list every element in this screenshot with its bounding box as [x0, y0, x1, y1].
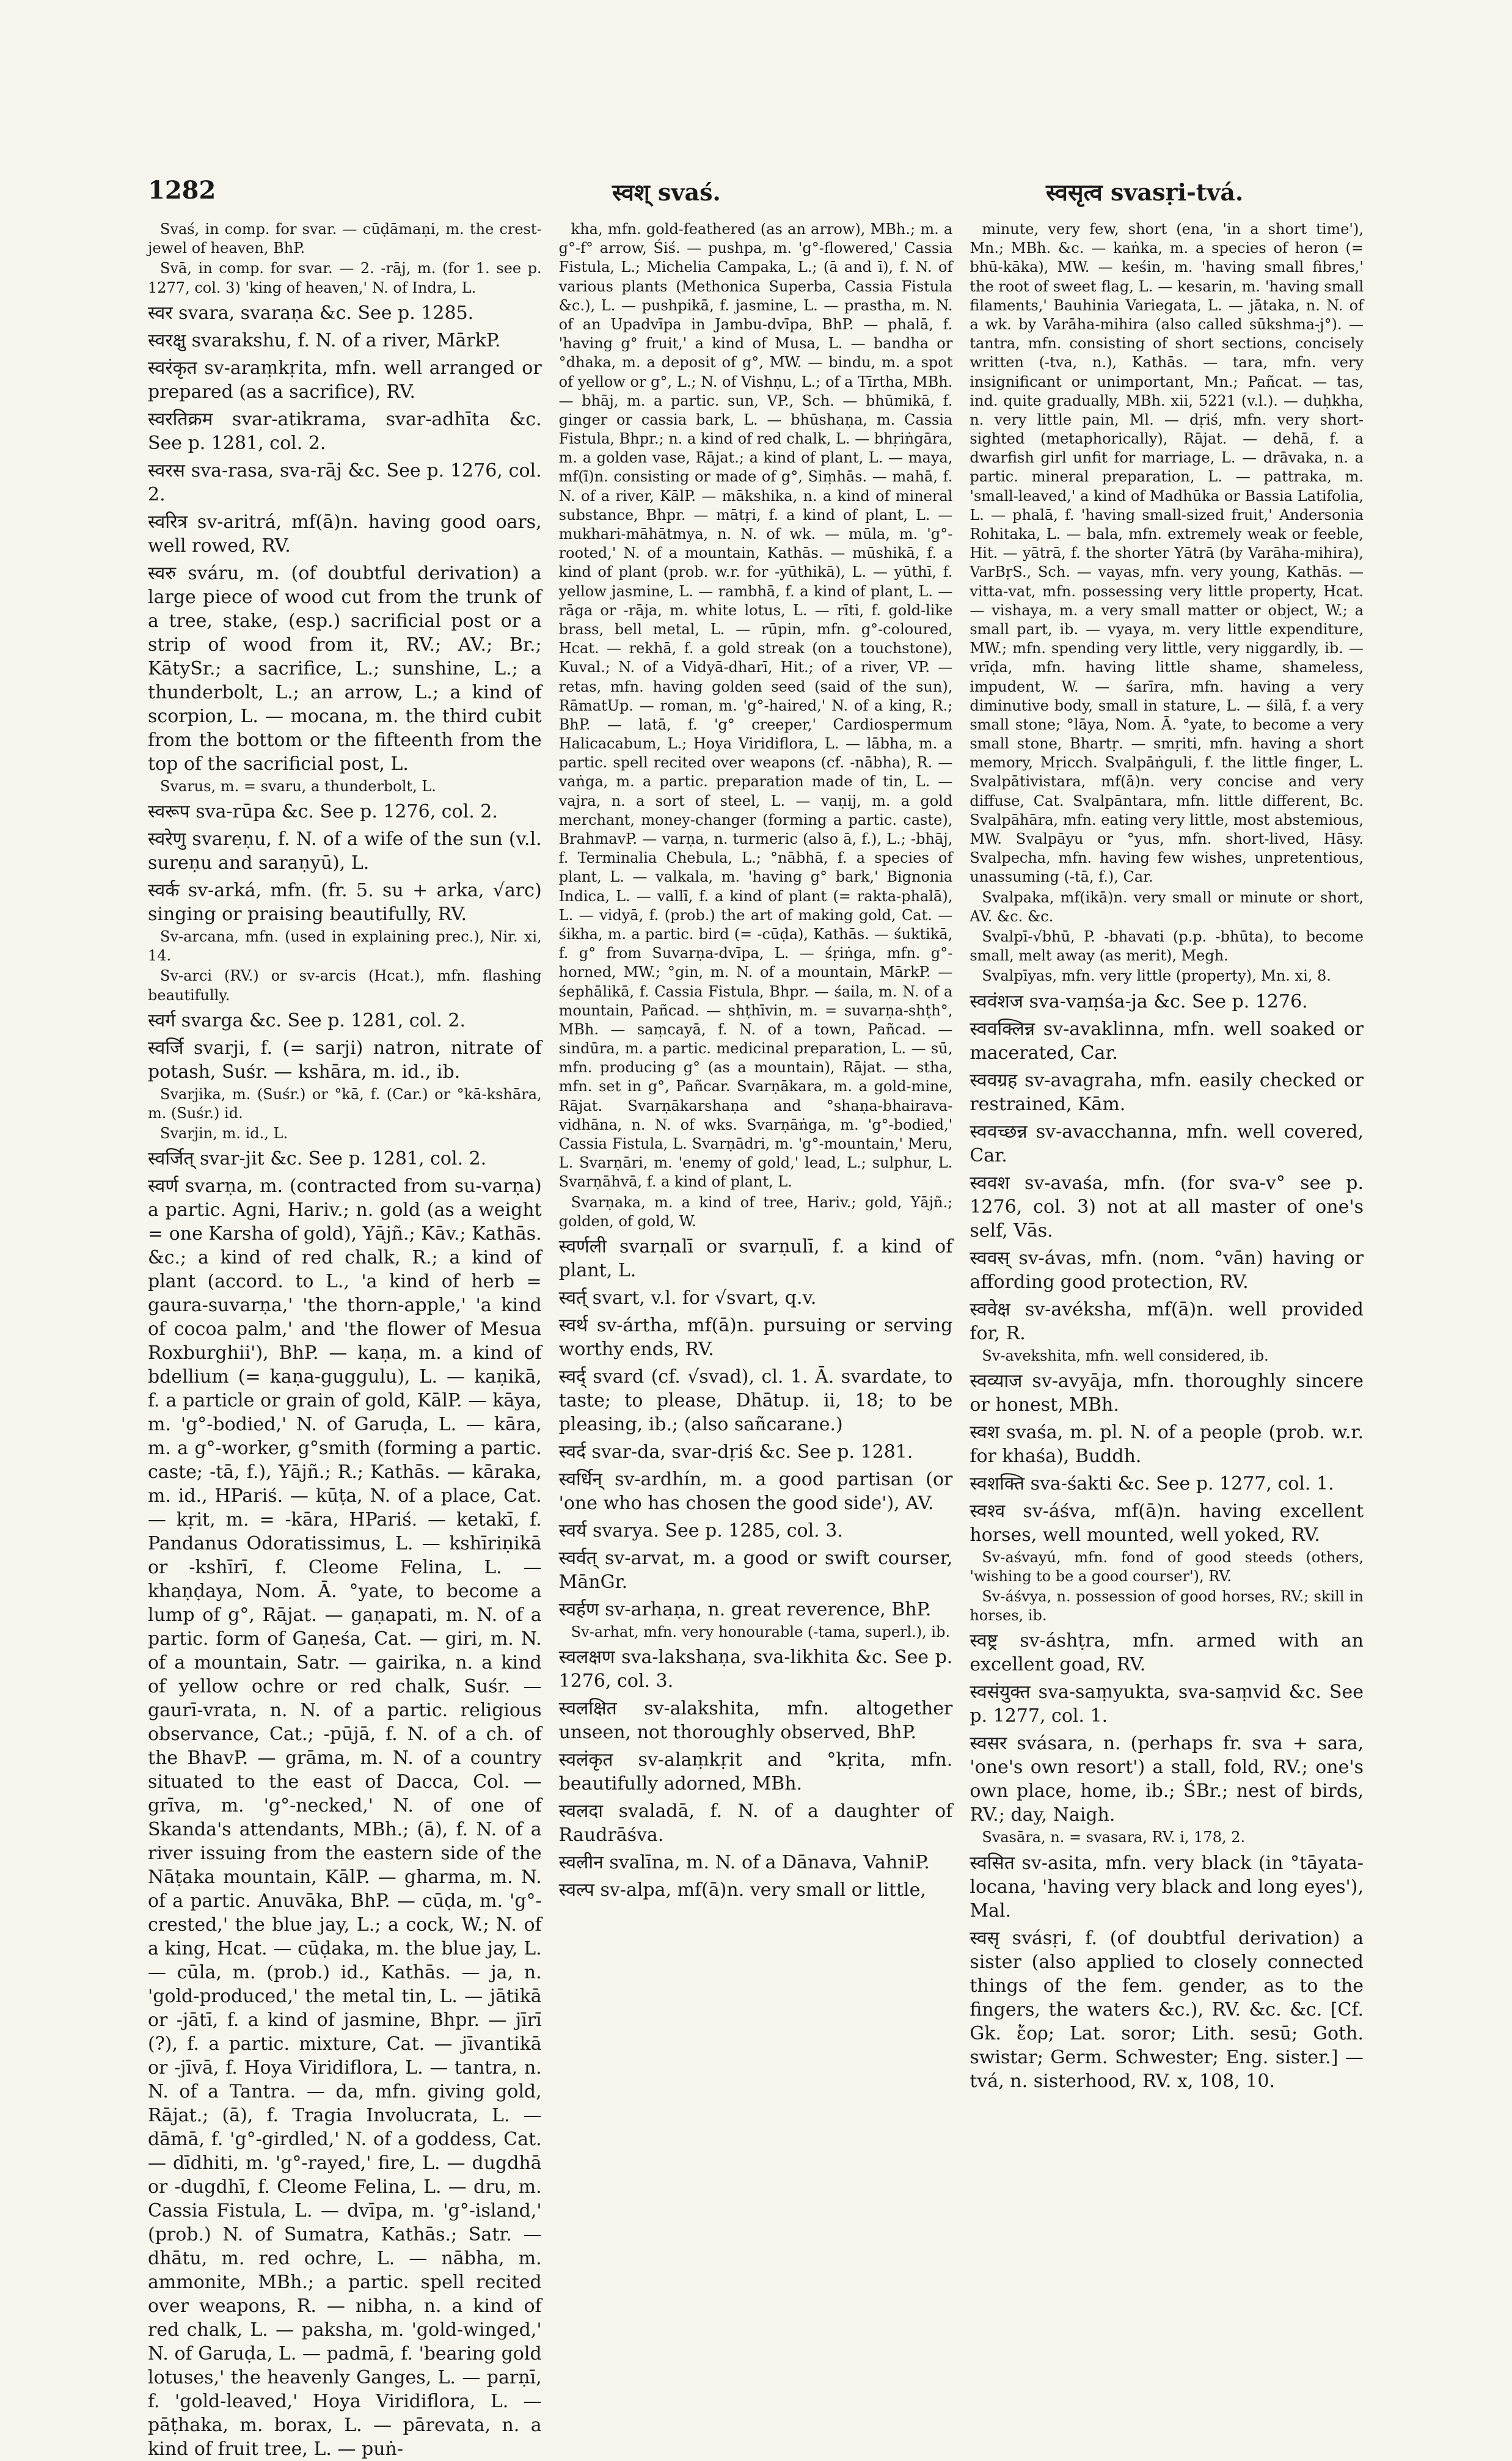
dictionary-entry: Sv-arcana, mfn. (used in explaining prec.), Nir. xi, 14.: [148, 927, 542, 965]
dictionary-entry: Sv-arci (RV.) or sv-arcis (Hcat.), mfn. flashing beautifully.: [148, 967, 542, 1004]
dictionary-entry: minute, very few, short (ena, 'in a short time'), Mn.; MBh. &c. — kaṅka, m. a species of heron (= bhū-kāka), MW. — keśin, m. 'having small fibres,' the root of sweet flag, L. — kesarin, m. 'having small filaments,' Bauhinia Variegata, L. — jātaka, n. N. of a wk. by Varāha-mihira (also called sūkshma-j°). — tantra, mfn. consisting of short sections, concisely written (-tva, n.), Kathās. — tara, mfn. very insignificant or unimportant, Mn.; Pañcat. — tas, ind. quite gradually, MBh. xii, 5221 (v.l.). — duḥkha, n. very little pain, Ml. — dṛiś, mfn. very short-sighted (metaphorically), Rājat. — dehā, f. a dwarfish girl unfit for marriage, L. — drāvaka, n. a partic. mineral preparation, L. — pattraka, m. 'small-leaved,' a kind of Madhūka or Bassia Latifolia, L. — phalā, f. 'having small-sized fruit,' Andersonia Rohitaka, L. — bala, mfn. extremely weak or feeble, Hit. — yātrā, f. the shorter Yātrā (by Varāha-mihira), VarBṛS., Sch. — vayas, mfn. very young, Kathās. — vitta-vat, mfn. possessing very little property, Hcat. — vishaya, m. a very small matter or object, W.; a small part, ib. — vyaya, m. very little expenditure, MW.; mfn. spending very little, very niggardly, ib. — vrīḍa, mfn. having little shame, shameless, impudent, W. — śarīra, mfn. having a very diminutive body, small in stature, L. — śilā, f. a very small stone; °lāya, Nom. Ā. °yate, to become a very small stone, Bhartṛ. — smṛiti, mfn. having a short memory, Mṛicch. Svalpāṅguli, f. the little finger, L. Svalpātivistara, mf(ā)n. very concise and very diffuse, Cat. Svalpāntara, mfn. little different, Bc. Svalpāhāra, mfn. eating very little, most abstemious, MW. Svalpāyu or °yus, mfn. short-lived, Hāsy. Svalpecha, mfn. having few wishes, unpretentious, unassuming (-tā, f.), Car.: [970, 221, 1364, 886]
dictionary-entry: स्वर्जित् svar-jit &c. See p. 1281, col. 2.: [148, 1148, 487, 1170]
dictionary-entry: स्वरस sva-rasa, sva-rāj &c. See p. 1276, col. 2.: [148, 459, 542, 505]
dictionary-entry: Svā, in comp. for svar. — 2. -rāj, m. (for 1. see p. 1277, col. 3) 'king of heaven,' N. of Indra, L.: [148, 260, 542, 296]
dictionary-entry: स्वर्द svar-da, svar-dṛiś &c. See p. 1281.: [558, 1441, 913, 1463]
page-number: 1282: [148, 176, 216, 205]
dictionary-entry: स्ववग्रह sv-avagraha, mfn. easily checked or restrained, Kām.: [970, 1069, 1364, 1115]
dictionary-entry: स्वर्वत् sv-arvat, m. a good or swift courser, MānGr.: [558, 1547, 953, 1593]
dictionary-entry: स्वर्ग svarga &c. See p. 1281, col. 2.: [148, 1009, 466, 1031]
dictionary-entry: स्वष्ट्र sv-áshṭra, mfn. armed with an excellent goad, RV.: [970, 1630, 1364, 1676]
dictionary-entry: स्ववेक्ष sv-avéksha, mf(ā)n. well provided for, R.: [970, 1298, 1364, 1344]
dictionary-entry: Sv-avekshita, mfn. well considered, ib.: [982, 1347, 1269, 1364]
dictionary-entry: Svarjin, m. id., L.: [160, 1125, 288, 1143]
dictionary-entry: Svalpīyas, mfn. very little (property), Mn. xi, 8.: [982, 967, 1331, 985]
dictionary-entry: स्वलदा svaladā, f. N. of a daughter of Raudrāśva.: [558, 1801, 953, 1846]
dictionary-entry: स्वर्क sv-arká, mfn. (fr. 5. su + arka, √arc) singing or praising beautifully, RV.: [148, 879, 542, 925]
dictionary-entry: स्वरंकृत sv-araṃkṛita, mfn. well arranged or prepared (as a sacrifice), RV.: [148, 357, 542, 403]
dictionary-entry: स्वरतिक्रम svar-atikrama, svar-adhīta &c. See p. 1281, col. 2.: [148, 408, 542, 454]
column-1: [148, 220, 542, 2460]
dictionary-entry: स्ववश sv-avaśa, mfn. (for sva-v° see p. 1276, col. 3) not at all master of one's self, Vās.: [970, 1172, 1364, 1241]
dictionary-entry: Svarṇaka, m. a kind of tree, Hariv.; gold, Yājñ.; golden, of gold, W.: [558, 1193, 953, 1230]
dictionary-entry: स्ववस् sv-ávas, mfn. (nom. °vān) having or affording good protection, RV.: [970, 1247, 1364, 1293]
dictionary-entry: स्वरु sváru, m. (of doubtful derivation) a large piece of wood cut from the trunk of a tree, stake, (esp.) sacrificial post or a strip of wood from it, RV.; AV.; Br.; KātySr.; a sacrifice, L.; sunshine, L.; a thunderbolt, L.; an arrow, L.; a kind of scorpion, L. — mocana, m. the third cubit from the bottom or the fifteenth from the top of the sacrificial post, L.: [148, 562, 542, 775]
dictionary-entry: स्वव्याज sv-avyāja, mfn. thoroughly sincere or honest, MBh.: [970, 1370, 1364, 1416]
dictionary-entry: स्ववच्छन्न sv-avacchanna, mfn. well covered, Car.: [970, 1121, 1364, 1166]
dictionary-entry: स्वलंकृत sv-alaṃkṛit and °kṛita, mfn. beautifully adorned, MBh.: [558, 1749, 953, 1795]
dictionary-entry: स्वश्व sv-áśva, mf(ā)n. having excellent horses, well mounted, well yoked, RV.: [970, 1500, 1364, 1546]
dictionary-entry: स्वर्हण sv-arhaṇa, n. great reverence, BhP.: [558, 1598, 932, 1620]
dictionary-entry: Svarjika, m. (Suśr.) or °kā, f. (Car.) or °kā-kshāra, m. (Suśr.) id.: [148, 1085, 542, 1122]
dictionary-entry: स्वशक्ति sva-śakti &c. See p. 1277, col. 1.: [970, 1472, 1334, 1494]
dictionary-entry: स्वर्ण svarṇa, m. (contracted from su-varṇa) a partic. Agni, Hariv.; n. gold (as a weight = one Karsha of gold), Yājñ.; Kāv.; Kathās. &c.; a kind of red chalk, R.; a kind of plant (accord. to L., 'a kind of herb = gaura-suvarṇa,' 'the thorn-apple,' 'a kind of cocoa palm,' and 'the flower of Mesua Roxburghii'), BhP. — kaṇa, m. a kind of bdellium (= kaṇa-guggulu), L. — kaṇikā, f. a particle or grain of gold, KālP. — kāya, m. 'g°-bodied,' N. of Garuḍa, L. — kāra, m. a g°-worker, g°smith (forming a partic. caste; -tā, f.), Yājñ.; R.; Kathās. — kāraka, m. id., HPariś. — kūṭa, N. of a place, Cat. — kṛit, m. = -kāra, HPariś. — ketakī, f. Pandanus Odoratissimus, L. — kshīriṇikā or -kshīrī, f. Cleome Felina, L. — khaṇḍaya, Nom. Ā. °yate, to become a lump of g°, Rājat. — gaṇapati, m. N. of a partic. form of Gaṇeśa, Cat. — giri, m. N. of a mountain, Satr. — gairika, n. a kind of yellow ochre or red chalk, Suśr. — gaurī-vrata, n. N. of a partic. religious observance, Cat.; -pūjā, f. N. of a ch. of the BhavP. — grāma, m. N. of a country situated to the east of Dacca, Col. — grīva, m. 'g°-necked,' N. of one of Skanda's attendants, MBh.; (ā), f. N. of a river issuing from the eastern side of the Nāṭaka mountain, KālP. — gharma, m. N. of a partic. Anuvāka, BhP. — cūḍa, m. 'g°-crested,' the blue jay, L.; a cock, W.; N. of a king, Hcat. — cūḍaka, m. the blue jay, L. — cūla, m. (prob.) id., Kathās. — ja, n. 'gold-produced,' the metal tin, L. — jātikā or -jātī, f. a kind of jasmine, Bhpr. — jīrī (?), f. a partic. mixture, Cat. — jīvantikā or -jīvā, f. Hoya Viridiflora, L. — tantra, n. N. of a Tantra. — da, mfn. giving gold, Rājat.; (ā), f. Tragia Involucrata, L. — dāmā, f. 'g°-girdled,' N. of a goddess, Cat. — dīdhiti, m. 'g°-rayed,' fire, L. — dugdhā or -dugdhī, f. Cleome Felina, L. — dru, m. Cassia Fistula, L. — dvīpa, m. 'g°-island,' (prob.) N. of Sumatra, Kathās.; Satr. — dhātu, m. red ochre, L. — nābha, m. ammonite, MBh.; a partic. spell recited over weapons, R. — nibha, n. a kind of red chalk, L. — paksha, m. 'gold-winged,' N. of Garuḍa, L. — padmā, f. 'bearing gold lotuses,' the heavenly Ganges, L. — parṇī, f. 'gold-leaved,' Hoya Viridiflora, L. — pāṭhaka, m. borax, L. — pārevata, n. a kind of fruit tree, L. — puṅ-: [148, 1176, 542, 2460]
dictionary-entry: स्वर्थ sv-ártha, mf(ā)n. pursuing or serving worthy ends, RV.: [558, 1314, 953, 1360]
dictionary-entry: kha, mfn. gold-feathered (as an arrow), MBh.; m. a g°-f° arrow, Śiś. — pushpa, m. 'g°-flowered,' Cassia Fistula, L.; Michelia Campaka, L.; (ā and ī), f. N. of various plants (Methonica Superba, Cassia Fistula &c.), L. — pushpikā, f. jasmine, L. — prastha, m. N. of an Upadvīpa in Jambu-dvīpa, BhP. — phalā, f. 'having g° fruit,' a kind of Musa, L. — bandha or °dhaka, m. a deposit of g°, MW. — bindu, m. a spot of yellow or g°, L.; N. of Vishṇu, L.; of a Tīrtha, MBh. — bhāj, m. a partic. sun, VP., Sch. — bhūmikā, f. ginger or cassia bark, L. — bhūshaṇa, m. Cassia Fistula, Bhpr.; n. a kind of red chalk, L. — bhṛiṅgāra, m. a golden vase, Rājat.; a kind of plant, L. — maya, mf(ī)n. consisting or made of g°, Siṃhās. — mahā, f. N. of a river, KālP. — mākshika, n. a kind of mineral substance, Bhpr. — mātṛi, f. a kind of plant, L. — mukhari-māhātmya, n. N. of wk. — mūla, m. 'g°-rooted,' N. of a mountain, Kathās. — mūshikā, f. a kind of plant (prob. w.r. for -yūthikā), L. — yūthī, f. yellow jasmine, L. — rambhā, f. a kind of plant, L. — rāga or -rāja, m. white lotus, L. — rīti, f. gold-like brass, bell metal, L. — rūpin, mfn. g°-coloured, Hcat. — rekhā, f. a gold streak (on a touchstone), Kuval.; N. of a Vidyā-dharī, Hit.; of a river, VP. — retas, mfn. having golden seed (said of the sun), RāmatUp. — roman, m. 'g°-haired,' N. of a king, R.; BhP. — latā, f. 'g° creeper,' Cardiospermum Halicacabum, L.; Hoya Viridiflora, L. — lābha, m. a partic. spell recited over weapons (cf. -nābha), R. — vaṅga, m. a partic. preparation made of tin, L. — vajra, n. a sort of steel, L. — vaṇij, m. a gold merchant, money-changer (forming a partic. caste), BrahmavP. — varṇa, n. turmeric (also ā, f.), L.; -bhāj, f. Terminalia Chebula, L.; °nābhā, f. a species of plant, L. — valkala, m. 'having g° bark,' Bignonia Indica, L. — vallī, f. a kind of plant (= rakta-phalā), L. — vidyā, f. (prob.) the art of making gold, Cat. — śikha, m. a partic. bird (= -cūḍa), Kathās. — śuktikā, f. g° from Suvarṇa-dvīpa, L. — śṛiṅga, mfn. g°-horned, MW.; °gin, m. N. of a mountain, MārkP. — śephālikā, f. Cassia Fistula, Bhpr. — śaila, m. N. of a mountain, Pañcad. — shṭhīvin, m. = suvarṇa-shṭh°, MBh. — saṃcayā, f. N. of a town, Pañcad. — sindūra, m. a partic. medicinal preparation, L. — sū, mfn. producing g° (as a mountain), Rājat. — stha, mfn. set in g°, Pañcar. Svarṇākara, m. a gold-mine, Rājat. Svarṇākarshaṇa and °shaṇa-bhairava-vidhāna, n. N. of wks. Svarṇāṅga, m. 'g°-bodied,' Cassia Fistula, L. Svarṇādri, m. 'g°-mountain,' Meru, L. Svarṇāri, m. 'enemy of gold,' lead, L.; sulphur, L. Svarṇāhvā, f. a kind of plant, L.: [558, 221, 953, 1191]
dictionary-entry: Svarus, m. = svaru, a thunderbolt, L.: [160, 777, 436, 795]
dictionary-entry: स्वलक्षित sv-alakshita, mfn. altogether unseen, not thoroughly observed, BhP.: [558, 1698, 953, 1744]
right-guide-word: स्वसृत्व svasṛi-tvá.: [1046, 178, 1244, 206]
dictionary-entry: Svasāra, n. = svasara, RV. i, 178, 2.: [982, 1829, 1246, 1846]
dictionary-entry: स्वलक्षण sva-lakshaṇa, sva-likhita &c. See p. 1276, col. 3.: [558, 1647, 953, 1692]
dictionary-entry: Svalpī-√bhū, P. -bhavati (p.p. -bhūta), to become small, melt away (as merit), Megh.: [970, 927, 1364, 965]
dictionary-entry: स्वर्जि svarji, f. (= sarji) natron, nitrate of potash, Suśr. — kshāra, m. id., ib.: [148, 1037, 542, 1083]
dictionary-entry: स्वरूप sva-rūpa &c. See p. 1276, col. 2.: [148, 800, 498, 822]
dictionary-entry: Sv-arhat, mfn. very honourable (-tama, superl.), ib.: [571, 1623, 951, 1640]
dictionary-entry: स्वश svaśa, m. pl. N. of a people (prob. w.r. for khaśa), Buddh.: [970, 1421, 1364, 1467]
dictionary-entry: Sv-aśvayú, mfn. fond of good steeds (others, 'wishing to be a good courser'), RV.: [970, 1548, 1364, 1585]
dictionary-entry: Svalpaka, mf(ikā)n. very small or minute or short, AV. &c. &c.: [970, 888, 1364, 925]
dictionary-entry: स्वसर svásara, n. (perhaps fr. sva + sara, 'one's own resort') a stall, fold, RV.; one's own place, home, ib.; ŚBr.; nest of birds, RV.; day, Naigh.: [970, 1733, 1364, 1826]
dictionary-entry: स्वर्य svarya. See p. 1285, col. 3.: [558, 1519, 843, 1541]
page-header: [148, 176, 1364, 213]
dictionary-entry: स्वर svara, svaraṇa &c. See p. 1285.: [148, 302, 474, 324]
left-guide-word: स्वश् svaś.: [612, 178, 721, 206]
dictionary-entry: स्वसित sv-asita, mfn. very black (in °tāyata-locana, 'having very black and long eyes'), Mal.: [970, 1852, 1364, 1922]
column-3: [970, 220, 1364, 2102]
dictionary-entry: स्वलीन svalīna, m. N. of a Dānava, VahniP.: [558, 1852, 930, 1874]
dictionary-entry: स्वर्णली svarṇalī or svarṇulī, f. a kind of plant, L.: [558, 1235, 953, 1281]
dictionary-entry: स्वर्त् svart, v.l. for √svart, q.v.: [558, 1287, 817, 1309]
dictionary-columns: [148, 220, 1364, 2460]
column-2: [559, 220, 953, 2102]
dictionary-entry: स्वसृ svásṛi, f. (of doubtful derivation) a sister (also applied to closely connected things of the fem. gender, as to the fingers, the waters &c.), RV. &c. &c. [Cf. Gk. ἔορ; Lat. soror; Lith. sesū; Goth. swistar; Germ. Schwester; Eng. sister.] — tvá, n. sisterhood, RV. x, 108, 10.: [970, 1927, 1364, 2092]
dictionary-entry: स्वसंयुक्त sva-saṃyukta, sva-saṃvid &c. See p. 1277, col. 1.: [970, 1681, 1364, 1727]
dictionary-entry: स्वरित्र sv-aritrá, mf(ā)n. having good oars, well rowed, RV.: [148, 511, 542, 557]
dictionary-entry: Sv-áśvya, n. possession of good horses, RV.; skill in horses, ib.: [970, 1588, 1364, 1625]
dictionary-entry: Svaś, in comp. for svar. — cūḍāmaṇi, m. the crest-jewel of heaven, BhP.: [148, 221, 542, 257]
dictionary-entry: स्वर्धिन् sv-ardhín, m. a good partisan (or 'one who has chosen the good side'), AV.: [558, 1468, 953, 1514]
dictionary-entry: स्वरेणु svareṇu, f. N. of a wife of the sun (v.l. sureṇu and saraṇyū), L.: [148, 828, 542, 874]
dictionary-entry: स्ववक्लिन्न sv-avaklinna, mfn. well soaked or macerated, Car.: [970, 1018, 1364, 1064]
dictionary-entry: स्ववंशज sva-vaṃśa-ja &c. See p. 1276.: [970, 990, 1308, 1012]
dictionary-entry: स्वल्प sv-alpa, mf(ā)n. very small or little,: [558, 1879, 926, 1901]
dictionary-entry: स्वर्द् svard (cf. √svad), cl. 1. Ā. svardate, to taste; to please, Dhātup. ii, 18; to be pleasing, ib.; (also sañcarane.): [558, 1366, 953, 1435]
dictionary-entry: स्वरक्षु svarakshu, f. N. of a river, MārkP.: [148, 329, 501, 351]
